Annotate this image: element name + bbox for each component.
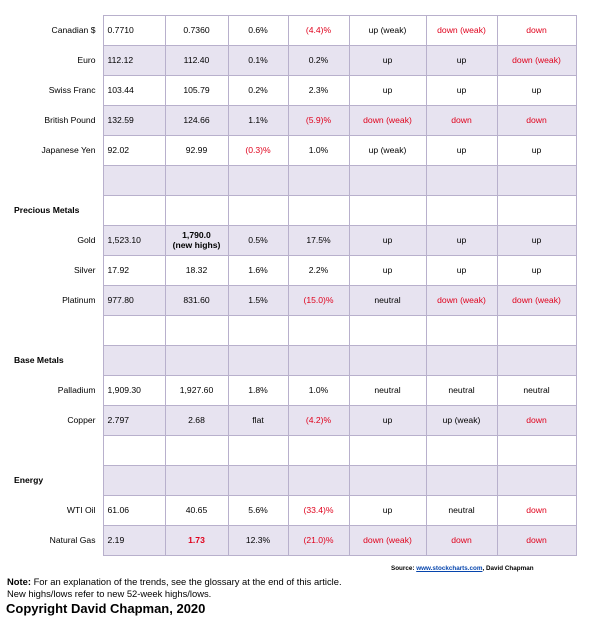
- table-cell: 0.2%: [288, 46, 349, 76]
- table-cell: (21.0)%: [288, 526, 349, 556]
- note-line-2: New highs/lows refer to new 52-week highs/lows.: [7, 588, 212, 599]
- table-cell: 132.59: [103, 106, 165, 136]
- table-cell: 0.6%: [228, 16, 288, 46]
- table-cell: 1.0%: [288, 376, 349, 406]
- table-cell: 0.7710: [103, 16, 165, 46]
- table-cell: (15.0)%: [288, 286, 349, 316]
- table-cell: up: [497, 136, 576, 166]
- table-cell: 112.12: [103, 46, 165, 76]
- table-cell: down (weak): [426, 16, 497, 46]
- table-cell: 18.32: [165, 256, 228, 286]
- table-cell: [165, 316, 228, 346]
- table-cell: 12.3%: [228, 526, 288, 556]
- table-cell: neutral: [349, 286, 426, 316]
- table-cell: 61.06: [103, 496, 165, 526]
- table-cell: 17.92: [103, 256, 165, 286]
- table-cell: 40.65: [165, 496, 228, 526]
- section-title: Precious Metals: [0, 196, 103, 226]
- table-cell: [497, 346, 576, 376]
- table-cell: up (weak): [349, 136, 426, 166]
- copyright-notice: Copyright David Chapman, 2020: [6, 601, 206, 616]
- table-cell: 105.79: [165, 76, 228, 106]
- table-cell: [228, 346, 288, 376]
- table-cell: 5.6%: [228, 496, 288, 526]
- table-cell: [103, 166, 165, 196]
- table-cell: 0.5%: [228, 226, 288, 256]
- table-cell: down: [497, 496, 576, 526]
- table-cell: up (weak): [426, 406, 497, 436]
- table-cell: [103, 466, 165, 496]
- table-cell: 1.8%: [228, 376, 288, 406]
- table-row: [0, 226, 576, 256]
- table-cell: down (weak): [426, 286, 497, 316]
- table-cell: [228, 166, 288, 196]
- section-title: Base Metals: [0, 346, 103, 376]
- table-cell: 1,909.30: [103, 376, 165, 406]
- section-header-row: [0, 196, 576, 226]
- table-cell: flat: [228, 406, 288, 436]
- table-cell: down: [426, 526, 497, 556]
- table-cell: 1.73: [165, 526, 228, 556]
- table-cell: [228, 196, 288, 226]
- table-cell: 17.5%: [288, 226, 349, 256]
- row-label: Euro: [0, 46, 103, 76]
- table-cell: [349, 346, 426, 376]
- table-cell: (4.4)%: [288, 16, 349, 46]
- table-cell: [103, 436, 165, 466]
- table-row: [0, 496, 576, 526]
- table-cell: [497, 316, 576, 346]
- row-label: [0, 316, 103, 346]
- row-label: WTI Oil: [0, 496, 103, 526]
- table-row: [0, 526, 576, 556]
- table-cell: down: [497, 526, 576, 556]
- table-cell: [288, 436, 349, 466]
- footnote: [7, 576, 342, 600]
- table-cell: [349, 166, 426, 196]
- row-label: British Pound: [0, 106, 103, 136]
- table-row: [0, 376, 576, 406]
- table-cell: down: [497, 106, 576, 136]
- table-cell: 1.6%: [228, 256, 288, 286]
- row-label: Canadian $: [0, 16, 103, 46]
- table-cell: 977.80: [103, 286, 165, 316]
- table-cell: up: [349, 496, 426, 526]
- table-cell: [497, 466, 576, 496]
- table-cell: 831.60: [165, 286, 228, 316]
- row-label: Copper: [0, 406, 103, 436]
- table-cell: [165, 166, 228, 196]
- table-cell: 1.1%: [228, 106, 288, 136]
- table-cell: up: [426, 226, 497, 256]
- table-cell: [228, 316, 288, 346]
- table-cell: [288, 316, 349, 346]
- table-row: [0, 16, 576, 46]
- table-cell: neutral: [349, 376, 426, 406]
- table-cell: [103, 196, 165, 226]
- table-row: [0, 406, 576, 436]
- table-cell: 0.2%: [228, 76, 288, 106]
- table-cell: up: [426, 76, 497, 106]
- table-cell: neutral: [497, 376, 576, 406]
- source-suffix: , David Chapman: [482, 565, 534, 572]
- table-cell: [103, 346, 165, 376]
- table-cell: [288, 346, 349, 376]
- table-cell: [349, 316, 426, 346]
- table-cell: (33.4)%: [288, 496, 349, 526]
- table-cell: [497, 436, 576, 466]
- table-cell: 1.5%: [228, 286, 288, 316]
- table-cell: 124.66: [165, 106, 228, 136]
- source-credit: [391, 565, 534, 572]
- row-label: [0, 436, 103, 466]
- table-cell: (0.3)%: [228, 136, 288, 166]
- table-cell: up: [349, 256, 426, 286]
- table-cell: [349, 196, 426, 226]
- table-cell: 1,927.60: [165, 376, 228, 406]
- table-cell: [497, 196, 576, 226]
- table-cell: up: [497, 76, 576, 106]
- source-link[interactable]: www.stockcharts.com: [416, 565, 483, 572]
- row-label: Natural Gas: [0, 526, 103, 556]
- table-cell: [349, 436, 426, 466]
- table-cell: [228, 436, 288, 466]
- table-cell: [228, 466, 288, 496]
- table-cell: down (weak): [349, 526, 426, 556]
- table-cell: 2.2%: [288, 256, 349, 286]
- market-trends-table: [0, 15, 577, 556]
- row-label: [0, 166, 103, 196]
- spacer-row: [0, 436, 576, 466]
- table-cell: 112.40: [165, 46, 228, 76]
- section-header-row: [0, 346, 576, 376]
- table-cell: [165, 196, 228, 226]
- table-cell: [349, 466, 426, 496]
- table-cell: down: [497, 406, 576, 436]
- table-cell: [165, 346, 228, 376]
- row-label: Silver: [0, 256, 103, 286]
- table-cell: 1,523.10: [103, 226, 165, 256]
- table-row: [0, 286, 576, 316]
- table-cell: 92.99: [165, 136, 228, 166]
- table-row: [0, 106, 576, 136]
- table-cell: down (weak): [349, 106, 426, 136]
- table-cell: [288, 166, 349, 196]
- note-label: Note:: [7, 576, 31, 587]
- spacer-row: [0, 316, 576, 346]
- row-label: Platinum: [0, 286, 103, 316]
- table-row: [0, 46, 576, 76]
- table-cell: 0.1%: [228, 46, 288, 76]
- table-cell: [426, 196, 497, 226]
- table-cell: down (weak): [497, 46, 576, 76]
- table-cell: [426, 346, 497, 376]
- table-cell: up: [349, 406, 426, 436]
- table-cell: neutral: [426, 376, 497, 406]
- table-cell: up: [349, 76, 426, 106]
- row-label: Japanese Yen: [0, 136, 103, 166]
- section-title: Energy: [0, 466, 103, 496]
- table-cell: up: [426, 256, 497, 286]
- row-label: Palladium: [0, 376, 103, 406]
- table-cell: [165, 436, 228, 466]
- table-cell: up: [497, 226, 576, 256]
- table-cell: up (weak): [349, 16, 426, 46]
- table-cell: [103, 316, 165, 346]
- table-cell: (5.9)%: [288, 106, 349, 136]
- row-label: Gold: [0, 226, 103, 256]
- table-cell: 1.0%: [288, 136, 349, 166]
- table-cell: 2.3%: [288, 76, 349, 106]
- table-cell: [288, 466, 349, 496]
- source-prefix: Source:: [391, 565, 417, 572]
- table-cell: neutral: [426, 496, 497, 526]
- table-cell: (4.2)%: [288, 406, 349, 436]
- table-row: [0, 256, 576, 286]
- table-cell: [165, 466, 228, 496]
- table-cell: [426, 166, 497, 196]
- table-cell: 1,790.0 (new highs): [165, 226, 228, 256]
- table-cell: down: [497, 16, 576, 46]
- table-cell: 92.02: [103, 136, 165, 166]
- table-cell: 103.44: [103, 76, 165, 106]
- table-cell: up: [426, 46, 497, 76]
- table-row: [0, 76, 576, 106]
- table-cell: [426, 436, 497, 466]
- section-header-row: [0, 466, 576, 496]
- table-cell: 2.797: [103, 406, 165, 436]
- table-cell: down (weak): [497, 286, 576, 316]
- table-cell: [288, 196, 349, 226]
- table-cell: 0.7360: [165, 16, 228, 46]
- table-cell: up: [426, 136, 497, 166]
- table-cell: up: [497, 256, 576, 286]
- table-cell: down: [426, 106, 497, 136]
- spacer-row: [0, 166, 576, 196]
- note-line-1: For an explanation of the trends, see the glossary at the end of this article.: [30, 576, 342, 587]
- table-cell: 2.68: [165, 406, 228, 436]
- table-cell: [426, 316, 497, 346]
- table-cell: up: [349, 46, 426, 76]
- table-cell: [497, 166, 576, 196]
- table-cell: 2.19: [103, 526, 165, 556]
- table-cell: [426, 466, 497, 496]
- table-row: [0, 136, 576, 166]
- row-label: Swiss Franc: [0, 76, 103, 106]
- table-cell: up: [349, 226, 426, 256]
